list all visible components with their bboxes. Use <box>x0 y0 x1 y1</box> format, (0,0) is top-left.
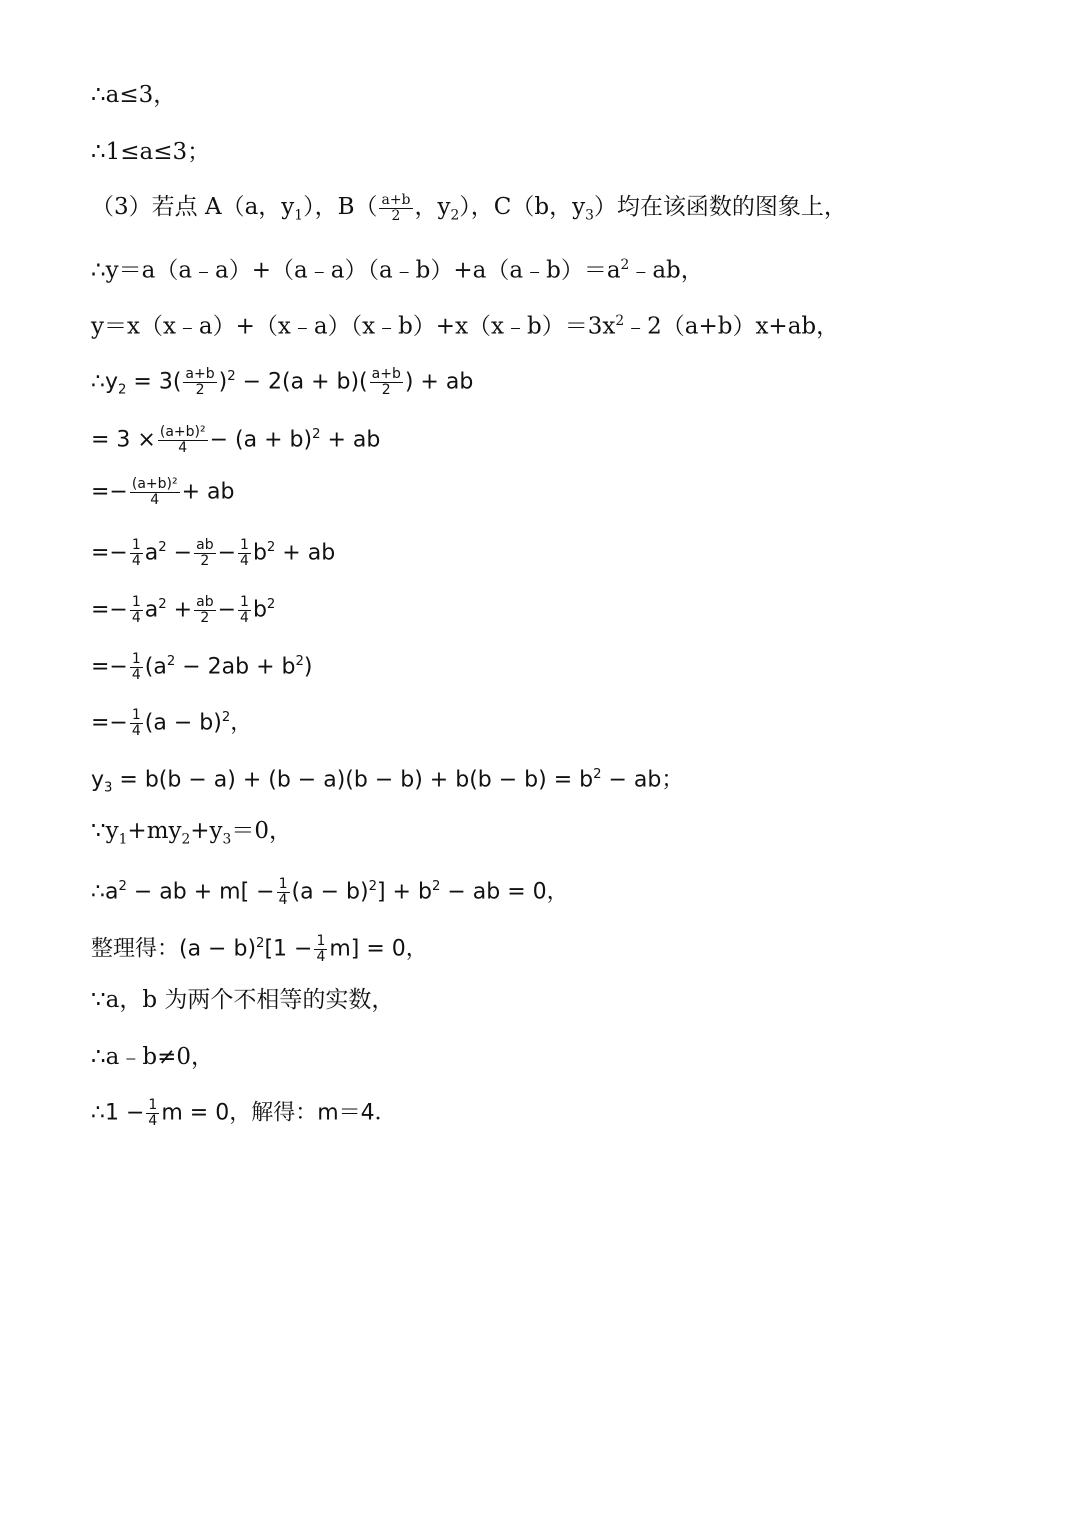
superscript: 2 <box>266 597 276 612</box>
denominator: 4 <box>278 891 288 908</box>
text: (a − b) <box>144 710 222 736</box>
superscript: 2 <box>295 654 304 669</box>
superscript: 2 <box>227 369 236 384</box>
text: =− <box>91 540 128 566</box>
text: + ab <box>320 427 381 453</box>
text: =− <box>91 479 128 505</box>
text: =− <box>91 710 128 736</box>
subscript: 2 <box>181 831 191 848</box>
text: m] = 0， <box>329 936 428 962</box>
line-14 <box>91 816 292 855</box>
denominator: 2 <box>195 381 205 398</box>
line-2 <box>91 137 210 167</box>
numerator: (a+b)² <box>131 476 178 492</box>
superscript: 2 <box>158 597 167 612</box>
fraction <box>146 1098 159 1129</box>
subscript: 2 <box>450 207 460 224</box>
text: ∴a <box>91 879 119 905</box>
denominator: 4 <box>150 492 160 508</box>
text: − (a + b) <box>209 427 313 453</box>
superscript: 2 <box>158 540 167 555</box>
text: ，y <box>414 194 451 220</box>
text: = 3 × <box>91 427 156 453</box>
fraction <box>130 595 143 626</box>
numerator: 1 <box>131 706 141 723</box>
denominator: 4 <box>178 439 188 456</box>
text: − <box>166 540 193 566</box>
text: [1 − <box>264 936 313 962</box>
denominator: 2 <box>200 552 210 569</box>
numerator: 1 <box>240 536 249 553</box>
numerator: 1 <box>278 875 288 892</box>
numerator: a+b <box>371 365 401 382</box>
superscript: 2 <box>312 427 321 442</box>
numerator: ab <box>196 536 214 553</box>
fraction <box>183 367 216 398</box>
line-15 <box>91 872 569 908</box>
superscript: 2 <box>368 879 377 894</box>
fraction <box>314 934 327 965</box>
subscript: 2 <box>118 382 127 398</box>
text: +y <box>190 818 223 844</box>
text: ＝0， <box>231 818 292 844</box>
subscript: 3 <box>104 780 113 796</box>
text: m = 0，解得：m＝4． <box>161 1100 397 1126</box>
fraction <box>238 595 251 626</box>
text: (a − b) <box>291 879 369 905</box>
text: − ab； <box>601 767 684 793</box>
line-3 <box>91 192 847 231</box>
text: ﹣ab， <box>629 257 704 284</box>
fraction <box>194 595 215 626</box>
text: y <box>91 767 105 793</box>
superscript: 2 <box>221 710 231 725</box>
fraction <box>238 538 251 569</box>
text: 整理得：(a − b) <box>91 936 257 962</box>
fraction <box>130 477 180 508</box>
superscript: 2 <box>620 257 630 273</box>
fraction <box>379 193 412 224</box>
numerator: 1 <box>131 650 141 667</box>
line-17 <box>91 985 394 1015</box>
text: ），B（ <box>303 194 378 220</box>
subscript: 3 <box>222 831 232 848</box>
superscript: 2 <box>118 879 127 894</box>
text: ∴1≤a≤3； <box>91 139 211 165</box>
fraction <box>158 425 208 456</box>
text: ] + b <box>376 879 432 905</box>
line-12 <box>91 703 252 739</box>
denominator: 2 <box>200 609 210 626</box>
line-11 <box>91 647 313 683</box>
superscript: 2 <box>431 879 441 894</box>
fraction <box>194 538 215 569</box>
text: ) + ab <box>404 369 474 395</box>
superscript: 2 <box>256 936 265 951</box>
text: ），C（b，y <box>459 194 586 220</box>
fraction <box>277 877 290 908</box>
superscript: 2 <box>615 313 625 329</box>
line-5 <box>91 306 839 342</box>
line-4 <box>91 250 704 286</box>
text: A（a，y <box>204 194 295 220</box>
text: − <box>217 540 237 566</box>
text: b <box>252 540 267 566</box>
line-7 <box>91 420 380 456</box>
line-9 <box>91 533 335 569</box>
text: − 2ab + b <box>175 654 296 680</box>
text: ∵a，b 为两个不相等的实数， <box>91 987 395 1013</box>
text: =− <box>91 597 128 623</box>
text: ∴y <box>91 369 119 395</box>
numerator: ab <box>196 593 214 610</box>
denominator: 4 <box>131 609 141 626</box>
denominator: 2 <box>391 207 401 224</box>
text: b <box>252 597 267 623</box>
subscript: 1 <box>118 831 128 848</box>
fraction <box>130 708 143 739</box>
numerator: a+b <box>185 365 215 382</box>
denominator: 4 <box>131 552 141 569</box>
denominator: 4 <box>148 1113 158 1129</box>
numerator: 1 <box>148 1097 158 1113</box>
line-6 <box>91 362 473 406</box>
line-13 <box>91 760 683 804</box>
denominator: 4 <box>131 666 141 683</box>
subscript: 1 <box>294 207 304 224</box>
line-18 <box>91 1042 214 1072</box>
text: ) <box>218 369 228 395</box>
text: ﹣2（a+b）x+ab， <box>624 313 840 340</box>
numerator: (a+b)² <box>159 423 206 440</box>
subscript: 3 <box>585 207 594 224</box>
text: =− <box>91 654 128 680</box>
denominator: 4 <box>240 609 249 626</box>
text: − ab = 0， <box>440 879 569 905</box>
text: + ab <box>275 540 336 566</box>
text: = 3( <box>126 369 182 395</box>
text: a <box>144 597 159 623</box>
text: − <box>217 597 237 623</box>
denominator: 4 <box>240 552 249 569</box>
text: = b(b − a) + (b − a)(b − b) + b(b − b) = b <box>112 767 594 793</box>
denominator: 2 <box>381 381 391 398</box>
line-10 <box>91 590 275 626</box>
line-8 <box>91 477 234 508</box>
line-16 <box>91 929 428 965</box>
fraction <box>370 367 403 398</box>
line-19 <box>91 1098 397 1129</box>
fraction <box>130 652 143 683</box>
text: +my <box>127 818 182 844</box>
text: ) <box>303 654 313 680</box>
numerator: 1 <box>316 932 326 949</box>
denominator: 4 <box>316 948 326 965</box>
text: y＝x（x﹣a）+（x﹣a）（x﹣b）+x（x﹣b）＝3x <box>91 313 616 340</box>
text: − ab + m[ − <box>126 879 275 905</box>
text: a <box>144 540 159 566</box>
numerator: 1 <box>131 593 141 610</box>
text: + <box>166 597 193 623</box>
text: ∴y＝a（a﹣a）+（a﹣a）（a﹣b）+a（a﹣b）＝a <box>91 257 621 284</box>
text: − 2(a + b)( <box>235 369 368 395</box>
text: + ab <box>181 479 235 505</box>
superscript: 2 <box>593 767 602 782</box>
fraction <box>130 538 143 569</box>
text: ∴a﹣b≠0， <box>91 1044 214 1070</box>
numerator: 1 <box>131 536 141 553</box>
text: ∴a≤3， <box>91 82 177 108</box>
text: (a <box>144 654 167 680</box>
numerator: 1 <box>240 593 249 610</box>
superscript: 2 <box>266 540 276 555</box>
text: ）均在该函数的图象上， <box>593 194 847 220</box>
denominator: 4 <box>131 722 141 739</box>
text: ， <box>230 710 253 736</box>
text: ∵y <box>91 818 119 844</box>
line-1 <box>91 80 176 110</box>
numerator: a+b <box>381 191 411 208</box>
text: （3）若点 <box>91 194 198 220</box>
text: ∴1 − <box>91 1100 145 1126</box>
superscript: 2 <box>166 654 176 669</box>
